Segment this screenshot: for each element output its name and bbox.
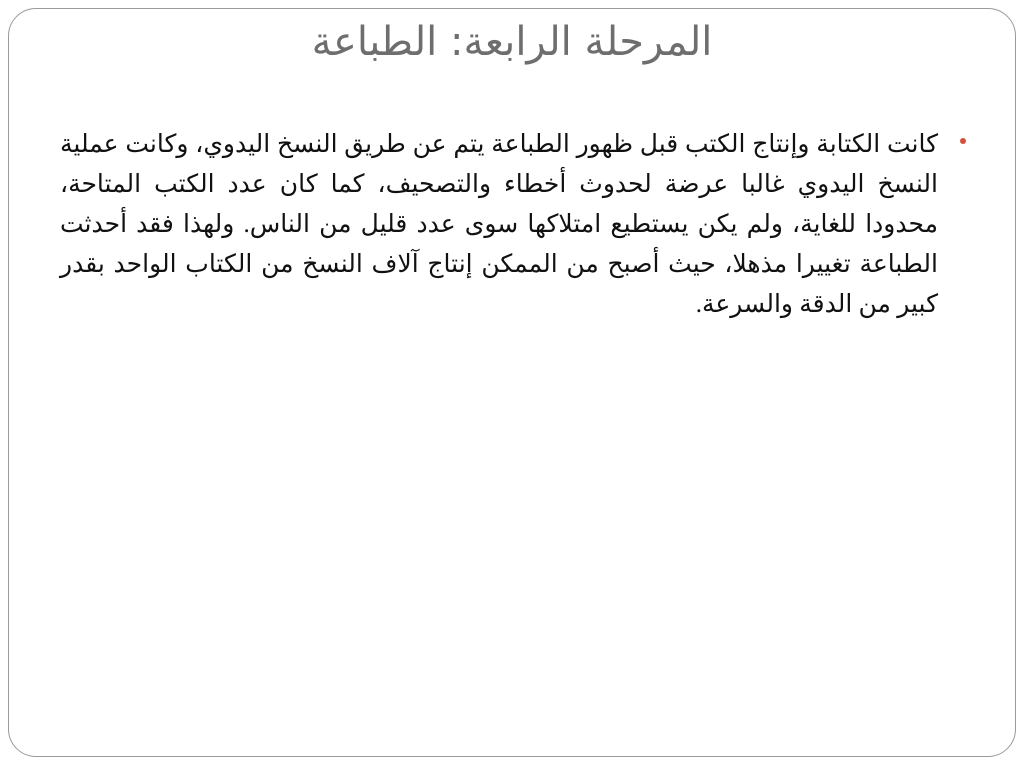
- bullet-item: [60, 125, 982, 325]
- slide-body: [60, 125, 982, 645]
- bullet-list: [60, 125, 982, 325]
- bullet-text: كانت الكتابة وإنتاج الكتب قبل ظهور الطباعة يتم عن طريق النسخ اليدوي، وكانت عملية النسخ اليدوي غالبا عرضة لحدوث أخطاء والتصحيف، كما كان عدد الكتب المتاحة، محدودا للغاية، ولم يكن يستطيع امتلاكها سوى عدد قليل من الناس. ولهذا فقد أحدثت الطباعة تغييرا مذهلا، حيث أصبح من الممكن إنتاج آلاف النسخ من الكتاب الواحد بقدر كبير من الدقة والسرعة.: [60, 131, 938, 318]
- bullet-dot-icon: [960, 138, 966, 144]
- slide-title: المرحلة الرابعة: الطباعة: [311, 19, 713, 65]
